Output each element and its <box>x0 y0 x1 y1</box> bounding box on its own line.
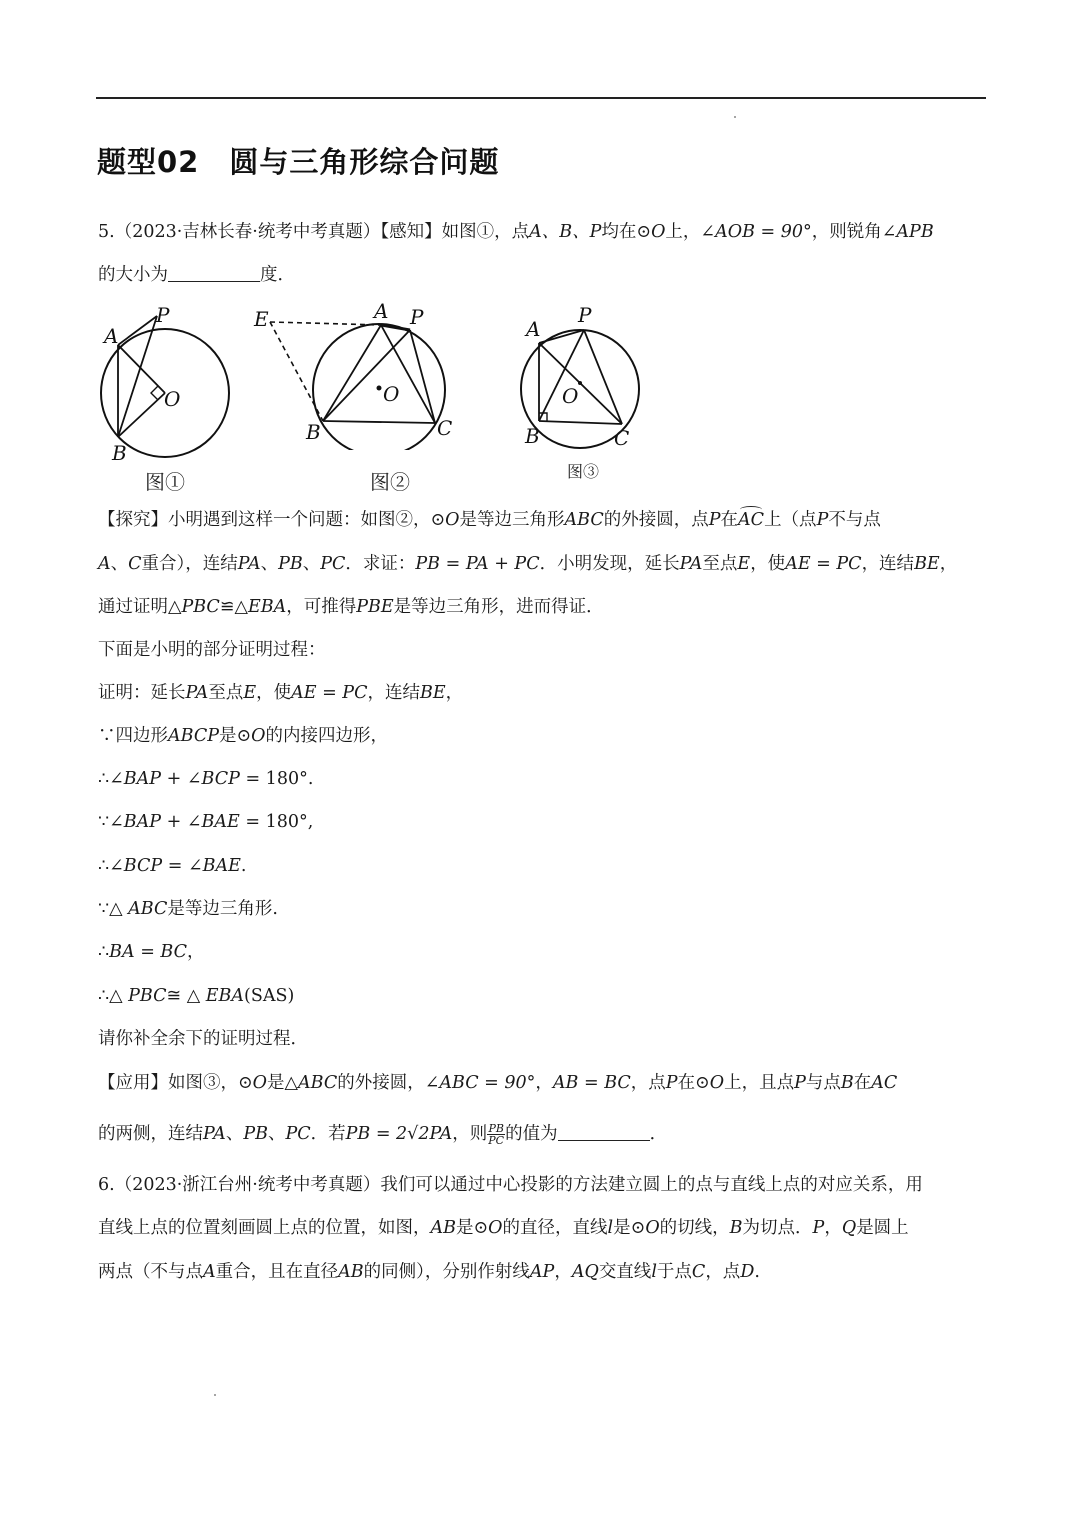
figure-1 <box>90 300 250 470</box>
fig3-label-O: O <box>562 384 579 408</box>
answer-blank-2[interactable] <box>558 1124 650 1141</box>
apply-line-2: 的两侧，连结PA、PB、PC．若PB = 2√2PA，则 $\frac{PB}{PC}$ 的值为 ． <box>98 1122 668 1147</box>
scan-speck <box>214 1394 216 1396</box>
fig2-label-C: C <box>437 416 453 440</box>
fig2-label-A: A <box>374 300 389 323</box>
explore-line-1: 【探究】小明遇到这样一个问题：如图②，⊙O是等边三角形ABC的外接圆，点P在AC上（点P不与点 <box>98 510 881 530</box>
figure-2 <box>250 300 470 450</box>
fig2-label-O: O <box>383 382 400 406</box>
fig1-label-B: B <box>112 441 127 465</box>
figure-3-diagram <box>510 300 660 450</box>
proof-line-8: ∴△ PBC≅ △ EBA(SAS) <box>98 986 295 1006</box>
apply-line-1: 【应用】如图③，⊙O是△ABC的外接圆，∠ABC = 90°，AB = BC，点P在⊙O上，且点P与点B在AC <box>98 1073 898 1093</box>
figure-2-caption: 图② <box>370 470 410 494</box>
answer-blank[interactable] <box>168 265 260 282</box>
figure-1-diagram <box>90 300 250 470</box>
section-title: 题型02 圆与三角形综合问题 <box>97 145 500 179</box>
q6-line-2: 直线上点的位置刻画圆上点的位置，如图，AB是⊙O的直径，直线l是⊙O的切线，B为切点．P，Q是圆上 <box>98 1218 909 1238</box>
scan-speck <box>734 116 736 118</box>
fig3-label-P: P <box>578 303 592 327</box>
fig1-label-P: P <box>156 303 170 327</box>
proof-line-1: 证明：延长PA至点E，使AE = PC，连结BE， <box>98 683 464 703</box>
proof-line-2: ∵四边形ABCP是⊙O的内接四边形， <box>98 726 389 746</box>
q6-line-1: 6.（2023·浙江台州·统考中考真题）我们可以通过中心投影的方法建立圆上的点与直线上点的对应关系，用 <box>98 1175 923 1195</box>
fig1-label-A: A <box>104 324 119 348</box>
q5-line-1: 5.（2023·吉林长春·统考中考真题）【感知】如图①，点A、B、P均在⊙O上，∠AOB = 90°，则锐角∠APB <box>98 222 934 242</box>
explore-line-2: A、C重合），连结PA、PB、PC．求证：PB = PA + PC．小明发现，延长PA至点E，使AE = PC，连结BE， <box>98 554 958 574</box>
figure-3-caption: 图③ <box>567 462 600 481</box>
fig3-label-A: A <box>526 317 541 341</box>
fig1-label-O: O <box>164 387 181 411</box>
figure-3 <box>510 300 660 450</box>
fig3-label-B: B <box>525 424 540 448</box>
q5-line-2: 的大小为 度． <box>98 265 295 285</box>
proof-intro: 下面是小明的部分证明过程： <box>98 640 326 660</box>
fraction-pb-over-pc: $\frac{PB}{PC}$ <box>488 1122 505 1147</box>
fig2-label-B: B <box>306 420 321 444</box>
q6-line-3: 两点（不与点A重合，且在直径AB的同侧），分别作射线AP，AQ交直线l于点C，点D. <box>98 1262 760 1282</box>
explore-line-3: 通过证明△PBC≌△EBA，可推得PBE是等边三角形，进而得证． <box>98 597 604 617</box>
figure-1-caption: 图① <box>145 470 185 494</box>
fig2-label-P: P <box>410 305 424 329</box>
proof-line-5: ∴∠BCP = ∠BAE. <box>98 856 247 876</box>
proof-line-4: ∵∠BAP + ∠BAE = 180°, <box>98 812 314 832</box>
figure-2-diagram <box>250 300 470 450</box>
proof-line-7: ∴BA = BC， <box>98 942 205 962</box>
proof-line-3: ∴∠BAP + ∠BCP = 180°. <box>98 769 314 789</box>
fig2-label-E: E <box>254 307 269 331</box>
proof-end: 请你补全余下的证明过程． <box>98 1029 308 1049</box>
proof-line-6: ∵△ ABC是等边三角形. <box>98 899 278 919</box>
fig3-label-C: C <box>614 426 630 450</box>
header-rule <box>96 97 986 99</box>
